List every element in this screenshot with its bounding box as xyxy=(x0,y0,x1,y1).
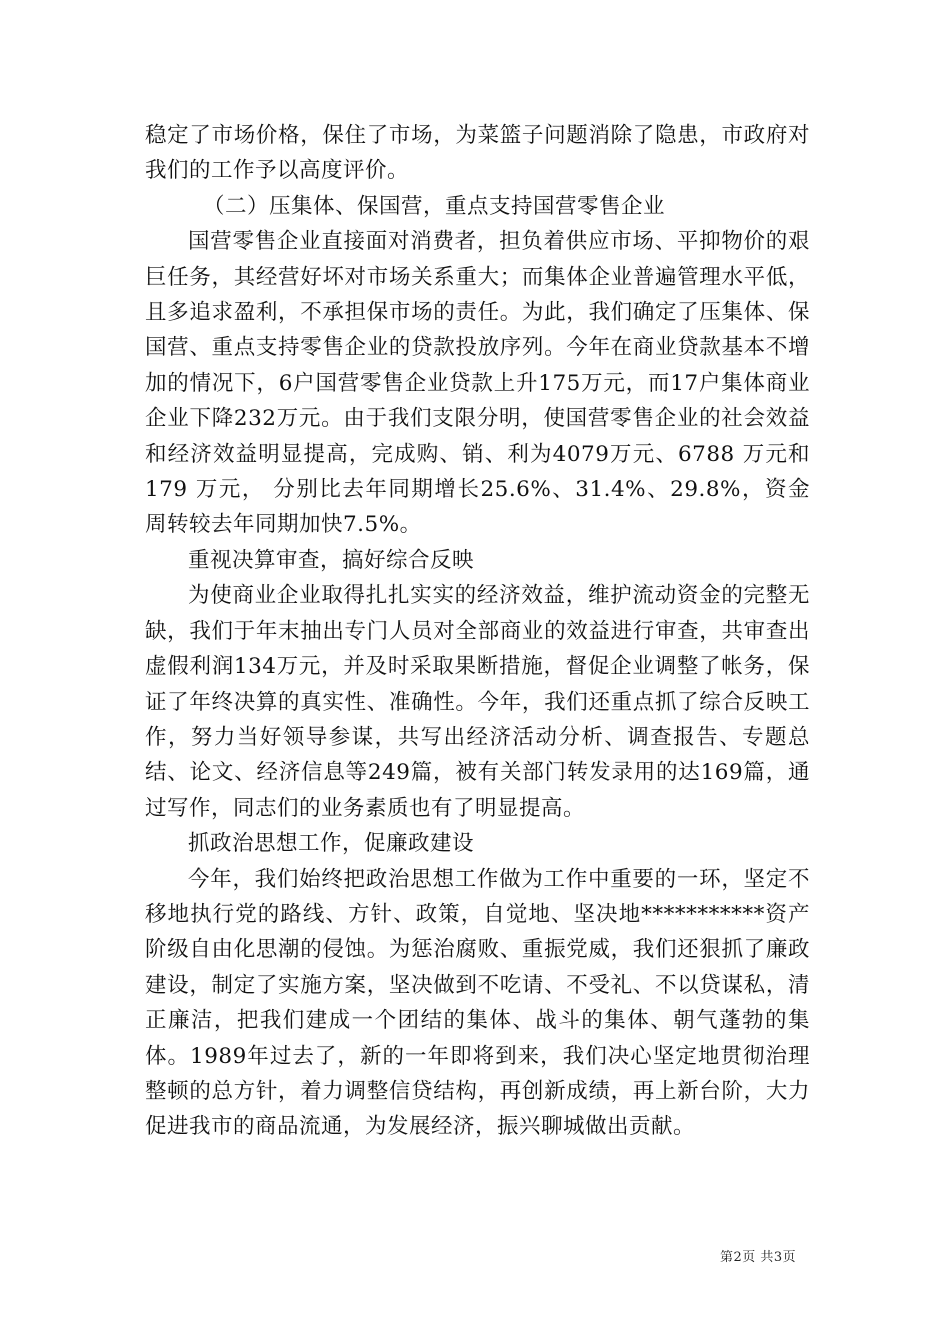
section-heading-political-work: 抓政治思想工作，促廉政建设 xyxy=(188,831,475,857)
section-heading-retail-support: （二）压集体、保国营，重点支持国营零售企业 xyxy=(203,193,666,219)
paragraph-retail-loans: 国营零售企业直接面对消费者，担负着供应市场、平抑物价的艰巨任务，其经营好坏对市场关系重大；而集体企业普遍管理水平低，且多追求盈利，不承担保市场的责任。为此，我们确定了压集体、保国营、重点支持零售企业的贷款投放序列。今年在商业贷款基本不增加的情况下，6户国营零售企业贷款上升175万元，而17户集体商业企业下降232万元。由于我们支限分明，使国营零售企业的社会效益和经济效益明显提高，完成购、销、利为4079万元、6788 万元和 179 万元， 分别比去年同期增长25.6%、31.4%、29.8%，资金周转较去年同期加快7.5%。 xyxy=(145,229,810,538)
document-body xyxy=(145,118,810,1145)
page-number-footer: 第2页 共3页 xyxy=(720,1250,797,1265)
section-heading-audit: 重视决算审查，搞好综合反映 xyxy=(188,547,475,573)
paragraph-continuation: 稳定了市场价格，保住了市场，为菜篮子问题消除了隐患，市政府对我们的工作予以高度评价。 xyxy=(145,123,810,184)
paragraph-audit: 为使商业企业取得扎扎实实的经济效益，维护流动资金的完整无缺，我们于年末抽出专门人员对全部商业的效益进行审查，共审查出虚假利润134万元，并及时采取果断措施，督促企业调整了帐务，保证了年终决算的真实性、准确性。今年，我们还重点抓了综合反映工作，努力当好领导参谋，共写出经济活动分析、调查报告、专题总结、论文、经济信息等249篇，被有关部门转发录用的达169篇，通过写作，同志们的业务素质也有了明显提高。 xyxy=(145,583,810,821)
paragraph-political-work: 今年，我们始终把政治思想工作做为工作中重要的一环，坚定不移地执行党的路线、方针、政策，自觉地、坚决地***********资产阶级自由化思潮的侵蚀。为惩治腐败、重振党威，我们还狠抓了廉政建设，制定了实施方案，坚决做到不吃请、不受礼、不以贷谋私，清正廉洁，把我们建成一个团结的集体、战斗的集体、朝气蓬勃的集体。1989年过去了，新的一年即将到来，我们决心坚定地贯彻治理整顿的总方针，着力调整信贷结构，再创新成绩，再上新台阶，大力促进我市的商品流通，为发展经济，振兴聊城做出贡献。 xyxy=(145,866,810,1140)
